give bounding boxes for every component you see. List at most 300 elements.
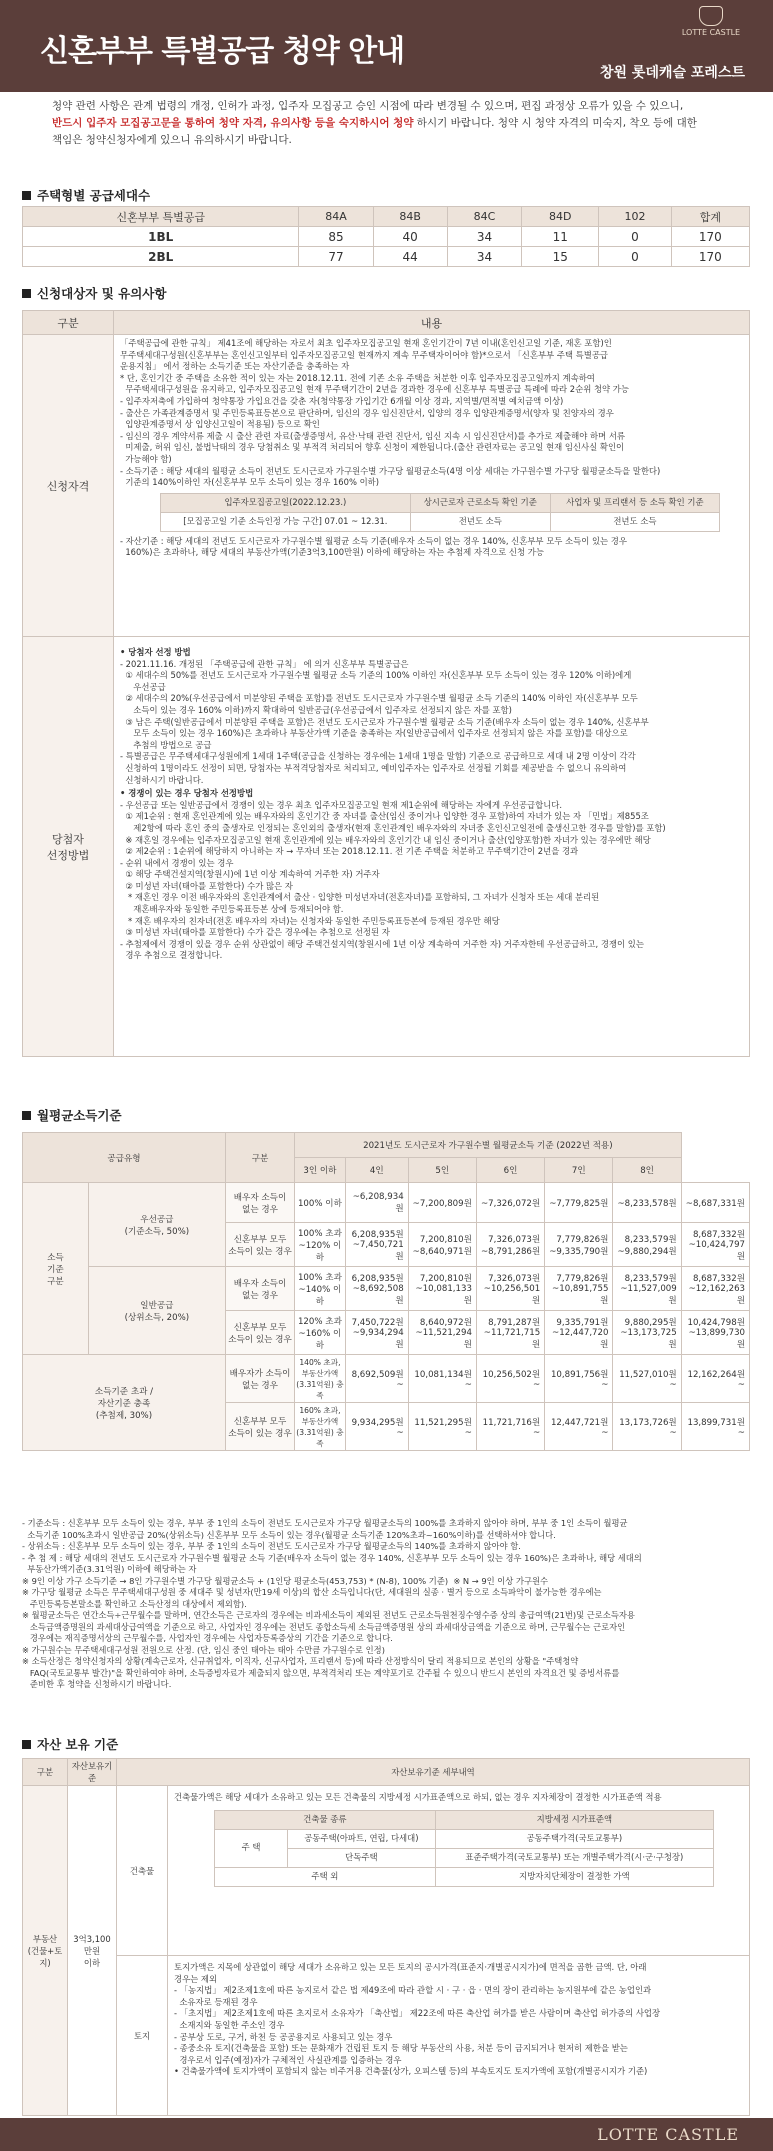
income-value: 10,081,134원~ xyxy=(408,1355,476,1403)
cell-line: ~8,233,578원 xyxy=(617,1198,677,1209)
income-value xyxy=(681,1183,749,1223)
cell-line: 구분 xyxy=(47,1276,64,1287)
selection-line: - 순위 내에서 경쟁이 있는 경우 xyxy=(120,857,234,868)
page-title: 신혼부부 특별공급 청약 안내 xyxy=(40,34,405,69)
inner-head: 상시근로자 근로소득 확인 기준 xyxy=(410,493,550,512)
table-row xyxy=(215,1848,714,1867)
note-line: 주민등록등본말소를 확인하고 소득산정의 대상에서 제외함). xyxy=(22,1598,247,1609)
income-value: 11,527,010원~ xyxy=(613,1355,681,1403)
building-value: 공동주택가격(국토교통부) xyxy=(435,1829,713,1848)
table-row xyxy=(23,637,750,1057)
section-title: 주택형별 공급세대수 xyxy=(37,188,151,203)
label-income-standard xyxy=(23,1183,89,1355)
building-type: 주택 외 xyxy=(215,1867,436,1886)
income-header-row xyxy=(23,1133,750,1158)
income-value xyxy=(545,1267,613,1311)
label-priority-supply xyxy=(88,1183,225,1267)
col-content: 내용 xyxy=(114,311,750,335)
income-who xyxy=(226,1267,295,1311)
supply-col-header: 84B xyxy=(373,207,447,227)
square-bullet-icon xyxy=(22,289,31,298)
selection-line: 추첨의 방법으로 공급 xyxy=(120,739,212,750)
eligibility-line: - 자산기준 : 해당 세대의 전년도 도시근로자 가구원수별 월평균 소득 기준(배우자 소득이 없는 경우 140%, 신혼부부 모두 소득이 있는 경우 xyxy=(120,535,627,546)
supply-cell: 170 xyxy=(671,247,749,267)
cell-line: ~8,692,508원 xyxy=(352,1283,404,1306)
building-value-table xyxy=(214,1810,714,1887)
supply-header-row xyxy=(23,207,750,227)
supply-col-header: 102 xyxy=(599,207,672,227)
land-line: - 「농지법」 제2조제1호에 따른 농지로서 같은 법 제49조에 따라 관할 시 · 구 · 읍 · 면의 장이 관리하는 농지원부에 같은 농업인과 xyxy=(174,1985,652,1996)
land-line: - 공부상 도로, 구거, 하천 등 공공용지로 사용되고 있는 경우 xyxy=(174,2031,393,2042)
cell-line: 120% 초과 xyxy=(297,1316,342,1327)
cell-line: 소득이 있는 경우 xyxy=(228,1246,292,1257)
cell-line: 기준 xyxy=(47,1264,64,1275)
cell-line: ~8,687,331원 xyxy=(685,1198,745,1209)
inner-head: 입주자모집공고일(2022.12.23.) xyxy=(161,493,411,512)
note-line: 소득기준 100%초과시 일반공급 20%(상위소득) 신혼부부 모두 소득이 있는 경우(월평균 소득기준 120%초과~160%이하)를 선택하셔야 합니다. xyxy=(22,1529,556,1540)
income-value xyxy=(613,1223,681,1267)
supply-cell: 40 xyxy=(373,227,447,247)
income-who xyxy=(226,1311,295,1355)
cell-line: ~10,891,755원 xyxy=(552,1283,609,1306)
income-value xyxy=(476,1311,544,1355)
cell-line: 일반공급 xyxy=(140,1300,174,1311)
land-line: 경우로서 입주(예정)자가 구체적인 사실관계를 입증하는 경우 xyxy=(174,2054,402,2065)
cell-line: 배우자가 소득이 xyxy=(229,1368,291,1379)
selection-line: ② 제2순위 : 1순위에 해당하지 아니하는 자 → 무자녀 또는 2018.12.11. 전 기존 주택을 처분하고 무주택기간이 2년을 경과 xyxy=(120,846,579,857)
note-line: 소득금액증명원의 과세대상급여액을 기준으로 하고, 사업자인 경우에는 전년도 종합소득세 소득금액증명원 상의 과세대상금액을 기준으로 하며, 근무월수는 근로자인 xyxy=(22,1621,626,1632)
cell-line: ~120% 이하 xyxy=(298,1240,342,1263)
note-line: - 기준소득 : 신혼부부 모두 소득이 있는 경우, 부부 중 1인의 소득이 전년도 도시근로자 가구당 월평균소득의 100%를 초과하지 않아야 하며, 부부 중 1인 소득이 월평균 xyxy=(22,1518,628,1528)
building-type: 공동주택(아파트, 연립, 다세대) xyxy=(288,1829,436,1848)
notice-line: 청약 관련 사항은 관계 법령의 개정, 인허가 과정, 입주자 모집공고 승인 시점에 따라 변경될 수 있으며, 편집 과정상 오류가 있을 수 있으니, xyxy=(52,100,684,112)
cell-line: 140% 초과, xyxy=(299,1357,341,1367)
limit-line: 만원 xyxy=(83,1945,101,1956)
eligibility-line: 가능해야 함) xyxy=(120,453,172,464)
table-row xyxy=(23,1786,750,1956)
cell-line: ~10,081,133원 xyxy=(415,1283,472,1306)
complex-name: 창원 롯데캐슬 포레스트 xyxy=(600,65,745,81)
cell-line: 8,640,972원 xyxy=(419,1317,472,1328)
selection-line: ① 세대수의 50%를 전년도 도시근로자 가구원수별 월평균 소득 기준의 100% 이하인 자(신혼부부 모두 소득이 있는 경우 120% 이하)에게 xyxy=(120,670,632,681)
eligibility-line: 160%)은 초과하나, 해당 세대의 부동산가액(기준3억3,100만원) 이하에 해당하는 자는 추첨제 자격으로 신청 가능 xyxy=(120,547,544,558)
notice-line: 책임은 청약신청자에게 있으니 유의하시기 바랍니다. xyxy=(52,134,292,146)
section-heading-income xyxy=(22,1106,122,1124)
land-line: - 종중소유 토지(건축물을 포함) 또는 문화재가 건립된 토지 등 해당 부동산의 사용, 처분 등이 금지되거나 현저히 제한을 받는 xyxy=(174,2043,628,2054)
eligibility-line: 기준의 140%이하인 자(신혼부부 모두 소득이 있는 경우 160% 이하) xyxy=(120,477,380,488)
note-line: ※ 가구당 월평균 소득은 무주택세대구성원 중 세대주 및 성년자(만19세 이상)의 합산 소득입니다(단, 세대원의 실종 · 별거 등으로 소득파악이 불가능한 경우에는 xyxy=(22,1587,602,1597)
income-value: 10,891,756원~ xyxy=(545,1355,613,1403)
cell-line: ~160% 이하 xyxy=(298,1328,342,1351)
income-table xyxy=(22,1132,750,1451)
income-pct xyxy=(295,1311,346,1355)
income-value: 10,256,502원~ xyxy=(476,1355,544,1403)
income-value xyxy=(681,1223,749,1267)
inner-head: 건축물 종류 xyxy=(215,1810,436,1829)
cell-line: 소득이 있는 경우 xyxy=(228,1428,292,1439)
income-col-header: 5인 xyxy=(408,1158,476,1183)
selection-line: 제2항에 따라 혼인 중의 출생자로 인정되는 혼인외의 출생자(현재 혼인관계인 배우자와의 자녀중 혼인신고일전에 출생신고한 경우를 말함)를 포함) xyxy=(120,822,666,833)
cell-line: 없는 경우 xyxy=(242,1290,278,1301)
eligibility-line: 무주택세대구성원(신혼부부는 혼인신고일부터 입주자모집공고일 현재까지 계속 무주택자이어야 함)*으로서 「신혼부부 주택 특별공급 xyxy=(120,349,609,360)
income-value xyxy=(545,1183,613,1223)
eligibility-line: 미제출, 허위 임신, 불법낙태의 경우 당첨취소 및 부적격 처리되어 향후 신청이 제한됩니다.(출산 관련자료는 공고일 현재 임신사실 확인이 xyxy=(120,442,625,453)
cell-line: 7,326,073원 xyxy=(488,1234,541,1245)
eligibility-line: - 소득기준 : 해당 세대의 월평균 소득이 전년도 도시근로자 가구원수별 가구당 월평균소득(4명 이상 세대는 가구원수별 가구당 월평균소득을 말한다) xyxy=(120,465,661,476)
note-line: FAQ(국토교통부 발간)"을 확인하여야 하며, 소득증빙자료가 제출되지 않으면, 부적격처리 또는 계약포기로 간주될 수 있으니 반드시 본인의 자격요건 및 증빙서류를 xyxy=(22,1667,620,1678)
col-supply-type: 공급유형 xyxy=(23,1133,226,1183)
cell-line: ~10,256,501원 xyxy=(483,1283,541,1306)
cell-line: 8,233,579원 xyxy=(624,1234,677,1245)
land-content xyxy=(168,1956,750,2116)
selection-line: 우선공급 xyxy=(120,681,166,692)
income-who xyxy=(226,1403,295,1451)
winner-selection-content xyxy=(114,637,750,1057)
supply-cell: 0 xyxy=(599,247,672,267)
label-building: 건축물 xyxy=(117,1786,168,1956)
selection-line: 재혼배우자와 동일한 주민등록표등본 상에 등재되어야 함. xyxy=(120,904,344,915)
notice-warning: 반드시 입주자 모집공고문을 통하여 청약 자격, 유의사항 등을 숙지하시어 청약 xyxy=(52,117,414,129)
cell-line: 소득이 있는 경우 xyxy=(228,1334,292,1345)
cell-line: 소득기준 초과 / xyxy=(94,1386,154,1397)
section-title: 월평균소득기준 xyxy=(37,1108,122,1123)
selection-line: ① 제1순위 : 현재 혼인관계에 있는 배우자와의 혼인기간 중 자녀를 출산(임신 중이거나 입양한 경우 포함)하여 자녀가 있는 자 「민법」제855조 xyxy=(120,811,649,822)
col-standard: 자산보유기준 xyxy=(68,1759,117,1786)
col-gubun: 구분 xyxy=(23,1759,68,1786)
selection-line: - 2021.11.16. 개정된 「주택공급에 관한 규칙」 에 의거 신혼부부 특별공급은 xyxy=(120,658,409,669)
cell-line: ~11,521,294원 xyxy=(415,1327,472,1350)
land-line: 소유자로 등재된 경우 xyxy=(174,1996,258,2007)
label-line: 부동산 xyxy=(32,1933,58,1944)
income-value xyxy=(476,1267,544,1311)
note-line: 준비한 후 청약을 신청하시기 바랍니다. xyxy=(22,1679,172,1689)
brand-logo xyxy=(681,6,741,37)
cell-line: 부동산가액 xyxy=(301,1416,339,1426)
cell-line: ~7,779,825원 xyxy=(549,1198,609,1209)
income-value xyxy=(345,1183,408,1223)
table-row xyxy=(215,1867,714,1886)
cell-line: 소득 xyxy=(47,1252,64,1263)
selection-line: 소득이 있는 경우 160% 이하)까지 확대하여 일반공급(우선공급에서 입주자로 선정되지 않은 자를 포함) xyxy=(120,704,512,715)
income-value xyxy=(408,1311,476,1355)
income-col-header: 7인 xyxy=(545,1158,613,1183)
cell-line: 6,208,935원 xyxy=(351,1273,404,1284)
income-value xyxy=(681,1267,749,1311)
cell-line: 100% 초과 xyxy=(297,1228,342,1239)
income-notes xyxy=(22,1518,750,1691)
income-value xyxy=(345,1311,408,1355)
income-value xyxy=(613,1183,681,1223)
cell-line: ~7,326,072원 xyxy=(480,1198,541,1209)
eligibility-content xyxy=(114,335,750,637)
cell-line: ~9,880,294원 xyxy=(617,1246,677,1257)
selection-line: ② 세대수의 20%(우선공급에서 미분양된 주택을 포함)를 전년도 도시근로자 가구원수별 월평균 소득 기준의 140% 이하인 자(신혼부부 모두 xyxy=(120,693,638,704)
cell-line: 없는 경우 xyxy=(242,1204,278,1215)
cell-line: ~10,424,797원 xyxy=(688,1239,745,1262)
income-pct xyxy=(295,1183,346,1223)
land-lines xyxy=(174,1962,743,2078)
eligibility-line: 입양관계증명서 상 입양신고일이 적용됨) 등으로 확인 xyxy=(120,419,320,430)
col-gubun: 구분 xyxy=(226,1133,295,1183)
cell-line: 신혼부부 모두 xyxy=(233,1322,287,1333)
selection-line: - 추첨제에서 경쟁이 있을 경우 순위 상관없이 해당 주택건설지역(창원시에 1년 이상 계속하여 거주한 자) 거주자한테 우선공급하고, 경쟁이 있는 xyxy=(120,938,644,949)
income-value: 13,173,726원~ xyxy=(613,1403,681,1451)
supply-cell: 15 xyxy=(522,247,599,267)
note-line: 경우에는 재직증명서상의 근무월수를, 사업자인 경우에는 사업자등록증상의 기간을 기준으로 합니다. xyxy=(22,1633,393,1643)
income-value xyxy=(476,1183,544,1223)
cell-line: 우선공급 xyxy=(140,1214,174,1225)
land-line: • 건축물가액에 토지가액이 포함되지 않는 비주거용 건축물(상가, 오피스텔 등)의 부속토지도 토지가액에 포함(개별공시지가 기준) xyxy=(174,2066,648,2077)
land-line: 토지가액은 지목에 상관없이 해당 세대가 소유하고 있는 모든 토지의 공시가격(표준지·개별공시지가)에 면적을 곱한 금액. 단, 아래 xyxy=(174,1962,647,1972)
table-row xyxy=(23,1267,750,1311)
supply-cell: 34 xyxy=(447,227,522,247)
label-line: (건물+토지) xyxy=(27,1945,63,1968)
land-line: 경우는 제외 xyxy=(174,1973,218,1984)
supply-cell: 34 xyxy=(447,247,522,267)
selection-line: ① 해당 주택건설지역(창원시)에 1년 이상 계속하여 거주한 자) 거주자 xyxy=(120,869,380,880)
table-row xyxy=(215,1810,714,1829)
supply-col-header: 84D xyxy=(522,207,599,227)
cell-line: 9,335,791원 xyxy=(556,1317,609,1328)
cell-line: 10,424,798원 xyxy=(687,1317,745,1328)
income-value: 12,162,264원~ xyxy=(681,1355,749,1403)
footer-brand: LOTTE CASTLE xyxy=(597,2125,739,2144)
cell-line: ~8,791,286원 xyxy=(480,1246,541,1257)
cell-line: (상위소득, 20%) xyxy=(124,1312,190,1323)
eligibility-line: - 입주자저축에 가입하여 청약통장 가입요건을 갖춘 자(청약통장 가입기간 6개월 이상 경과, 지역별/면적별 예치금액 이상) xyxy=(120,395,564,406)
income-value xyxy=(345,1267,408,1311)
table-row xyxy=(23,1183,750,1223)
cell-line: 신혼부부 모두 xyxy=(233,1416,287,1427)
building-intro: 건축물가액은 해당 세대가 소유하고 있는 모든 건축물의 지방세정 시가표준액으로 하되, 없는 경우 지자체장이 결정한 시가표준액 적용 xyxy=(174,1792,662,1802)
income-period-table xyxy=(160,493,720,532)
income-col-header: 3인 이하 xyxy=(295,1158,346,1183)
supply-cell: 0 xyxy=(599,227,672,247)
selection-line: ③ 미성년 자녀(태아를 포함한다) 수가 같은 경우에는 추첨으로 선정된 자 xyxy=(120,927,390,938)
selection-line: ※ 재혼일 경우에는 입주자모집공고일 현재 혼인관계에 있는 배우자와의 혼인기간 내 임신 중이거나 출산(입양포함)한 자녀가 있는 경우에만 해당 xyxy=(120,834,651,845)
building-content xyxy=(168,1786,750,1956)
note-line: - 추 첨 제 : 해당 세대의 전년도 도시근로자 가구원수별 월평균 소득 기준(배우자 소득이 없는 경우 140%, 신혼부부 모두 소득이 있는 경우 160%)은 초과하나, 해당 세대의 xyxy=(22,1552,642,1563)
income-pct xyxy=(295,1355,346,1403)
income-value xyxy=(613,1311,681,1355)
asset-limit xyxy=(68,1786,117,2116)
income-value xyxy=(408,1267,476,1311)
selection-line: 신청하시기 바랍니다. xyxy=(120,774,204,785)
label-winner-selection xyxy=(23,637,114,1057)
asset-table xyxy=(22,1758,750,2116)
eligibility-line: 운용지침」 에서 정하는 소득기준 또는 자산기준을 충족하는 자 xyxy=(120,361,350,372)
notice-line-rest: 하시기 바랍니다. 청약 시 청약 자격의 미숙지, 착오 등에 대한 xyxy=(413,117,697,129)
land-line: 소재지와 동일한 주소인 경우 xyxy=(174,2019,285,2030)
cell-line: 없는 경우 xyxy=(242,1380,278,1391)
selection-line: 모두 소득이 있는 경우 160%)은 초과하나 부동산가액 기준을 충족하는 자(일반공급에서 입주자로 선정되지 않은 자를 포함)를 대상으로 xyxy=(120,728,628,739)
note-line: ※ 소득산정은 청약신청자의 상황(계속근로자, 신규취업자, 이직자, 신규사업자, 프리랜서 등)에 따라 산정방식이 달리 적용되므로 본인의 상황을 "주택청약 xyxy=(22,1656,579,1666)
selection-line: • 경쟁이 있는 경우 당첨자 선정방법 xyxy=(120,788,254,799)
eligibility-line: 무주택세대구성원을 유지하고, 입주자모집공고일 현재 무주택기간이 2년을 경과한 경우에 신혼부부 특별공급 특례에 따라 2순위 청약 가능 xyxy=(120,384,629,395)
income-value: 11,721,716원~ xyxy=(476,1403,544,1451)
income-pct xyxy=(295,1223,346,1267)
income-value: 13,899,731원~ xyxy=(681,1403,749,1451)
supply-cell: 1BL xyxy=(23,227,299,247)
cell-line: 부동산가액 xyxy=(301,1368,339,1378)
supply-cell: 170 xyxy=(671,227,749,247)
eligibility-line: 「주택공급에 관한 규칙」 제41조에 해당하는 자로서 최초 입주자모집공고일 현재 혼인기간이 7년 이내(혼인신고일 기준, 재혼 포함)인 xyxy=(120,338,612,348)
income-col-header: 8인 xyxy=(613,1158,681,1183)
cell-line: ~11,527,009원 xyxy=(620,1283,677,1306)
selection-line: - 특별공급은 무주택세대구성원에게 1세대 1주택(공급을 신청하는 경우에는 1세대 1명을 말함) 기준으로 공급하므로 세대 내 2명 이상이 각각 xyxy=(120,751,636,762)
supply-cell: 2BL xyxy=(23,247,299,267)
cell-line: ~7,200,809원 xyxy=(412,1198,472,1209)
income-pct xyxy=(295,1403,346,1451)
table-row xyxy=(23,335,750,637)
label-lottery xyxy=(23,1355,226,1451)
crest-icon xyxy=(699,6,723,26)
cell-line: ~11,721,715원 xyxy=(483,1327,541,1350)
inner-cell: [모집공고일 기준 소득인정 가능 구간] 07.01 ~ 12.31. xyxy=(161,512,411,531)
asset-criteria-lines xyxy=(120,536,743,559)
table-row xyxy=(161,493,720,512)
cell-line: 9,880,295원 xyxy=(624,1317,677,1328)
cell-line: 100% 초과 xyxy=(297,1272,342,1283)
label-land: 토지 xyxy=(117,1956,168,2116)
footer-bar xyxy=(0,2118,773,2151)
selection-line: ② 미성년 자녀(태아를 포함한다) 수가 많은 자 xyxy=(120,880,293,891)
cell-line: 8,233,579원 xyxy=(624,1273,677,1284)
income-pct xyxy=(295,1267,346,1311)
selection-line: 신청하여 1명이라도 선정이 되면, 당첨자는 부적격당첨자로 처리되고, 예비입주자는 입주자로 선정될 기회를 제공받을 수 없으니 유의하여 xyxy=(120,762,627,773)
cell-line: 7,450,722원 xyxy=(351,1317,404,1328)
supply-cell: 44 xyxy=(373,247,447,267)
cell-line: (3.31억원) 충족 xyxy=(296,1427,344,1448)
income-value xyxy=(408,1183,476,1223)
selection-line: * 재혼 배우자의 친자녀(전혼 배우자의 자녀)는 신청자와 동일한 주민등록표등본에 등재된 경우만 해당 xyxy=(120,915,500,926)
cell-line: 8,687,332원 xyxy=(692,1229,745,1240)
cell-line: 6,208,935원 xyxy=(351,1229,404,1240)
income-value xyxy=(408,1223,476,1267)
cell-line: 7,326,073원 xyxy=(488,1273,541,1284)
cell-line: 160% 초과, xyxy=(299,1405,341,1415)
section-title: 신청대상자 및 유의사항 xyxy=(37,286,167,301)
inner-head: 사업자 및 프리랜서 등 소득 확인 기준 xyxy=(550,493,719,512)
selection-line: 경우 추첨으로 결정합니다. xyxy=(120,950,223,961)
table-row xyxy=(215,1829,714,1848)
note-line: ※ 월평균소득은 연간소득÷근무월수를 말하며, 연간소득은 근로자의 경우에는 비과세소득이 제외된 전년도 근로소득원천징수영수증 상의 총급여액(21번)및 근로소득자용 xyxy=(22,1610,635,1620)
cell-line: ~8,640,971원 xyxy=(412,1246,472,1257)
note-line: 부동산가액기준(3.31억원) 이하에 해당하는 자 xyxy=(22,1564,197,1574)
section-title: 자산 보유 기준 xyxy=(37,1737,119,1752)
supply-col-header: 신혼부부 특별공급 xyxy=(23,207,299,227)
selection-lines xyxy=(120,647,743,962)
logo-text: LOTTE CASTLE xyxy=(681,28,741,37)
income-value: 9,934,295원~ xyxy=(345,1403,408,1451)
income-who xyxy=(226,1183,295,1223)
label-real-estate xyxy=(23,1786,68,2116)
table-row xyxy=(23,247,750,267)
col-gubun: 구분 xyxy=(23,311,114,335)
hero-banner xyxy=(0,0,773,92)
square-bullet-icon xyxy=(22,1740,31,1749)
section-heading-asset xyxy=(22,1735,118,1753)
cell-line: ~6,208,934원 xyxy=(352,1191,404,1214)
land-line: - 「초지법」 제2조제1호에 따른 초지로서 소유자가 「축산법」 제22조에 따른 축산업 허가를 받은 사람이며 축산업 허가증의 사업장 xyxy=(174,2008,661,2019)
eligibility-line: - 임신의 경우 계약서류 제출 시 출산 관련 자료(출생증명서, 유산·낙태 관련 진단서, 임신 지속 시 임신진단서)를 추가로 제출해야 하며 서류 xyxy=(120,430,625,441)
table-row xyxy=(161,512,720,531)
income-value xyxy=(345,1223,408,1267)
selection-line: ③ 남은 주택(일반공급에서 미분양된 주택을 포함)은 전년도 도시근로자 가구원수별 월평균 소득 기준(배우자 소득이 없는 경우 140%, 신혼부부 xyxy=(120,716,649,727)
cell-line: 배우자 소득이 xyxy=(233,1278,287,1289)
income-value xyxy=(545,1311,613,1355)
limit-line: 3억3,100 xyxy=(73,1933,111,1944)
income-top-header: 2021년도 도시근로자 가구원수별 월평균소득 기준 (2022년 적용) xyxy=(295,1133,682,1158)
income-value xyxy=(613,1267,681,1311)
cell-line: ~140% 이하 xyxy=(298,1284,342,1307)
eligibility-table xyxy=(22,310,750,1057)
label-general-supply xyxy=(88,1267,225,1355)
cell-line: 100% 이하 xyxy=(297,1198,342,1209)
cell-line: 8,791,287원 xyxy=(488,1317,541,1328)
asset-header-row xyxy=(23,1759,750,1786)
section-heading-eligibility xyxy=(22,284,166,302)
supply-col-header: 합계 xyxy=(671,207,749,227)
income-value: 11,521,295원~ xyxy=(408,1403,476,1451)
notice-line xyxy=(52,115,755,132)
square-bullet-icon xyxy=(22,1111,31,1120)
building-value: 지방자치단체장이 결정한 가액 xyxy=(435,1867,713,1886)
table-row xyxy=(23,1355,750,1403)
income-col-header: 6인 xyxy=(476,1158,544,1183)
income-value: 8,692,509원~ xyxy=(345,1355,408,1403)
income-value: 12,447,721원~ xyxy=(545,1403,613,1451)
table-row xyxy=(23,227,750,247)
label-eligibility: 신청자격 xyxy=(23,335,114,637)
label-line: 선정방법 xyxy=(46,848,90,862)
income-value xyxy=(545,1223,613,1267)
cell-line: ~12,447,720원 xyxy=(552,1327,609,1350)
supply-cell: 77 xyxy=(299,247,373,267)
cell-line: 배우자 소득이 xyxy=(233,1192,287,1203)
cell-line: ~12,162,263원 xyxy=(688,1283,745,1306)
cell-line: ~9,335,790원 xyxy=(549,1246,609,1257)
eligibility-line: * 단, 혼인기간 중 주택을 소유한 적이 있는 자는 2018.12.11. 전에 기존 소유 주택을 처분한 이후 입주자모집공고일까지 계속하여 xyxy=(120,372,595,383)
selection-line: • 당첨자 선정 방법 xyxy=(120,647,191,657)
cell-line: (3.31억원) 충족 xyxy=(296,1379,344,1400)
notice-text xyxy=(52,98,755,149)
cell-line: 7,200,810원 xyxy=(419,1234,472,1245)
cell-line: (추첨제, 30%) xyxy=(95,1410,153,1421)
inner-cell: 전년도 소득 xyxy=(410,512,550,531)
col-detail: 자산보유기준 세부내역 xyxy=(117,1759,750,1786)
cell-line: (기준소득, 50%) xyxy=(124,1226,190,1237)
note-line: ※ 가구원수는 무주택세대구성원 전원으로 산정. (단, 임신 중인 태아는 태아 수만큼 가구원수로 인정) xyxy=(22,1644,385,1655)
income-who xyxy=(226,1223,295,1267)
building-value: 표준주택가격(국토교통부) 또는 개별주택가격(시·군·구청장) xyxy=(435,1848,713,1867)
cell-line: 7,779,826원 xyxy=(556,1273,609,1284)
cell-line: ~9,934,294원 xyxy=(352,1327,404,1350)
cell-line: 7,200,810원 xyxy=(419,1273,472,1284)
selection-line: * 재혼인 경우 이전 배우자와의 혼인관계에서 출산 · 입양한 미성년자녀(전혼자녀)를 포함하되, 그 자녀가 신청자 또는 세대 분리된 xyxy=(120,892,600,903)
eligibility-header-row xyxy=(23,311,750,335)
supply-col-header: 84A xyxy=(299,207,373,227)
cell-line: ~7,450,721원 xyxy=(352,1239,404,1262)
income-value xyxy=(476,1223,544,1267)
supply-table xyxy=(22,206,750,267)
cell-line: 신혼부부 모두 xyxy=(233,1234,287,1245)
income-col-header: 4인 xyxy=(345,1158,408,1183)
note-line: - 상위소득 : 신혼부부 모두 소득이 있는 경우, 부부 중 1인의 소득이 전년도 도시근로자 가구당 월평균소득의 140%를 초과하지 않아야 함. xyxy=(22,1541,521,1551)
income-who xyxy=(226,1355,295,1403)
building-type: 단독주택 xyxy=(288,1848,436,1867)
label-line: 당첨자 xyxy=(52,832,84,846)
